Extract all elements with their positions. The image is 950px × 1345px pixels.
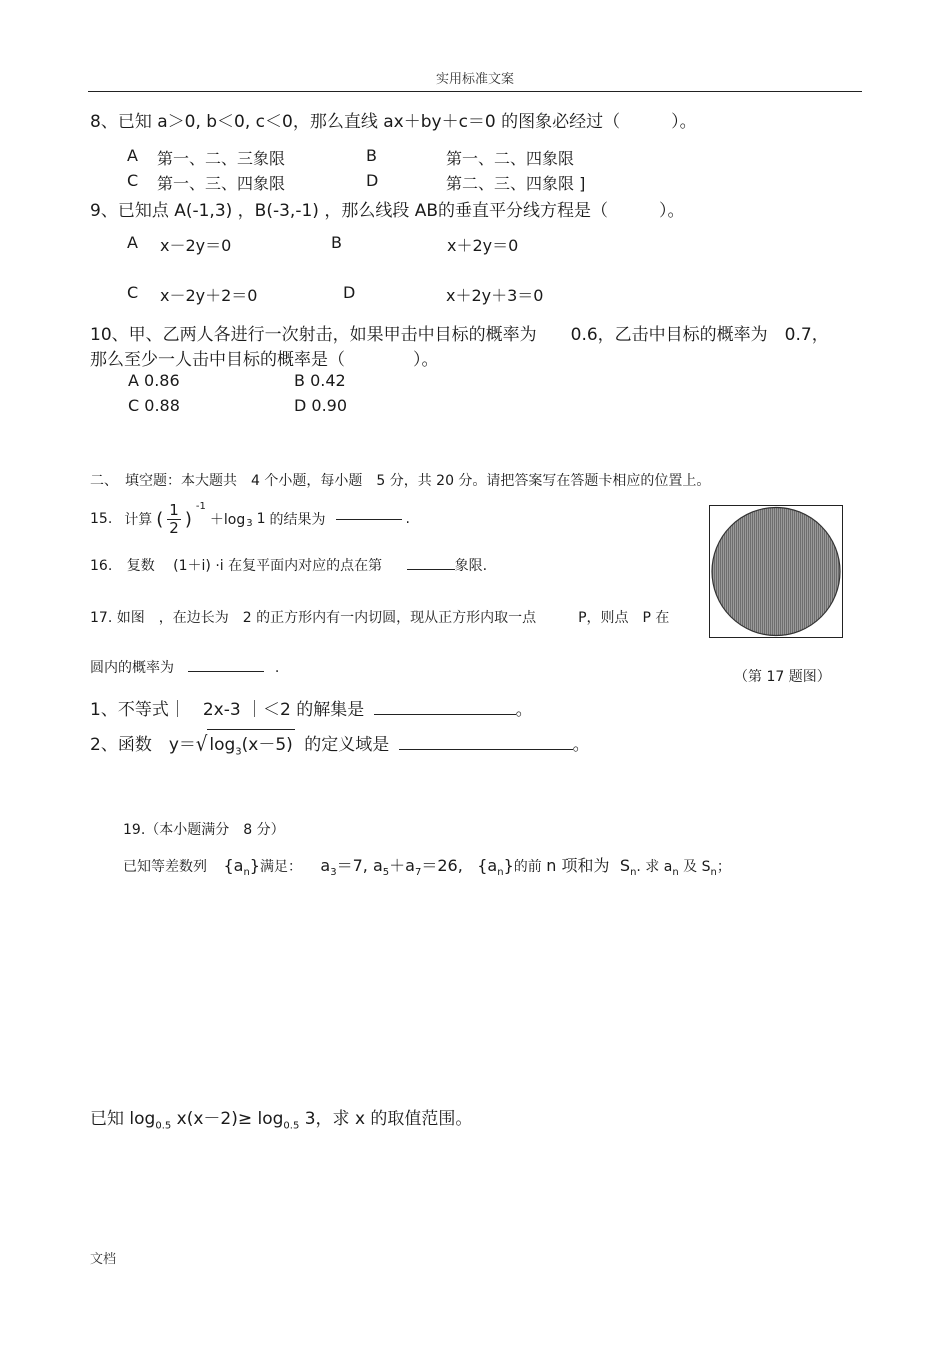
last-base-1: 0.5	[155, 1120, 172, 1132]
q17-line2-text: 圆内的概率为	[90, 660, 174, 676]
q15-close-paren: )	[184, 508, 192, 530]
q15-log-arg: 1	[256, 511, 266, 527]
q15-log: ＋log	[209, 512, 246, 528]
q15	[90, 497, 410, 541]
q15-period: .	[405, 511, 410, 527]
q9-option-a: x－2y＝0	[160, 236, 232, 255]
q19-Sn-sub: n	[630, 866, 637, 878]
q9-stem: 9、已知点 A(-1,3) ，B(-3,-1) ，那么线段 AB的垂直平分线方程是（ ）。	[90, 201, 685, 221]
q19-seq2-sub: n	[497, 866, 504, 878]
q15-exponent: -1	[195, 501, 206, 512]
q19-cond-3: ＝26,	[421, 856, 463, 875]
q15-open-paren: (	[156, 508, 164, 530]
q19-cond-2: ＋a	[389, 856, 415, 875]
q19-sub-7: 7	[414, 866, 422, 878]
last-prefix: 已知 log	[90, 1109, 156, 1129]
q19-seq-close: }	[249, 856, 260, 875]
section-heading: 二、 填空题：本大题共 4 个小题，每小题 5 分，共 20 分。请把答案写在答题卡相应的位置上。	[90, 473, 711, 489]
q19-heading: 19.（本小题满分 8 分）	[123, 822, 285, 838]
q19-seq-open: {a	[223, 856, 244, 875]
q19-cond-a: a	[320, 856, 331, 875]
q9-option-c-label: C	[127, 283, 139, 302]
header-rule	[88, 91, 862, 92]
q17-line1: 17. 如图 ，在边长为 2 的正方形内有一内切圆，现从正方形内取一点 P，则点 P 在	[90, 610, 670, 626]
q16-expression: (1＋i) ·i	[173, 558, 224, 574]
q9-option-b-label: B	[331, 233, 342, 252]
q8-option-c-label: C	[127, 171, 139, 190]
fill-2-log: log	[209, 735, 236, 755]
q15-suffix: 的结果为	[269, 512, 326, 528]
q8-option-a-label: A	[127, 146, 138, 165]
q17-figure-caption: （第 17 题图）	[734, 669, 831, 685]
q10-option-c: C 0.88	[128, 396, 180, 415]
fill-2	[90, 729, 590, 757]
fill-2-suffix: 的定义域是	[304, 735, 390, 755]
q19-an-sub: n	[672, 866, 679, 878]
last-problem	[90, 1104, 472, 1131]
q17-line2	[90, 657, 279, 677]
q9-option-d-label: D	[343, 283, 356, 302]
fill-2-answer-blank	[399, 748, 573, 750]
q19-and: 及 S	[683, 859, 711, 875]
q16-number: 16.	[90, 558, 113, 574]
q17-figure-square	[709, 505, 843, 638]
q19-Sn: S	[619, 856, 631, 875]
q19-cond-label: 满足：	[259, 859, 302, 875]
fill-1-text: 1、不等式｜ 2x-3 ｜＜2 的解集是	[90, 700, 365, 720]
q16	[90, 555, 487, 575]
fill-2-log-base: 3	[235, 746, 242, 758]
q19-sub-3: 3	[330, 866, 337, 878]
q15-fraction	[167, 502, 181, 536]
q16-middle: 在复平面内对应的点在第	[228, 558, 383, 574]
q15-fraction-numerator: 1	[169, 501, 179, 519]
page-footer: 文档	[90, 1252, 117, 1267]
q16-prefix: 复数	[126, 558, 155, 574]
q8-option-b-label: B	[366, 146, 377, 165]
q15-number: 15.	[90, 511, 113, 527]
q8-option-d-label: D	[366, 171, 379, 190]
fill-2-prefix: 2、函数 y＝	[90, 735, 196, 755]
q8-option-c: 第一、三、四象限	[157, 174, 286, 193]
last-base-2: 0.5	[283, 1120, 300, 1132]
q15-fraction-denominator: 2	[169, 518, 179, 537]
q19-Sn2-sub: n	[710, 866, 717, 878]
sqrt-sign: √	[195, 732, 208, 757]
q19-end: ；	[716, 859, 731, 875]
q9-option-b: x＋2y＝0	[447, 236, 519, 255]
q10-option-d: D 0.90	[294, 396, 348, 415]
q9-option-d: x＋2y＋3＝0	[446, 286, 544, 305]
fill-1-answer-blank	[374, 713, 516, 715]
q19-front: 的前	[513, 859, 542, 875]
page-header: 实用标准文案	[435, 72, 514, 87]
q16-answer-blank	[407, 568, 455, 570]
fill-1-end: 。	[515, 700, 533, 720]
q19-body	[123, 853, 731, 878]
q15-answer-blank	[336, 518, 402, 520]
q19-sub-5: 5	[382, 866, 390, 878]
fill-1	[90, 695, 533, 720]
q19-seq2-close: }	[503, 856, 514, 875]
q8-stem: 8、已知 a＞0, b＜0, c＜0，那么直线 ax＋by＋c＝0 的图象必经过（ ）。	[90, 112, 697, 132]
q17-inscribed-circle	[712, 508, 840, 636]
q8-option-d: 第二、三、四象限 ]	[446, 174, 586, 193]
q16-suffix: 象限.	[454, 558, 488, 574]
q19-seq-sub: n	[243, 866, 250, 878]
q9-option-a-label: A	[127, 233, 138, 252]
q19-tail: . 求 a	[636, 859, 673, 875]
q10-option-a: A 0.86	[128, 371, 180, 390]
q8-option-b: 第一、二、四象限	[446, 149, 575, 168]
q15-log-base: 3	[246, 517, 253, 529]
fill-2-log-arg: (x－5)	[241, 735, 293, 755]
q10-option-b: B 0.42	[294, 371, 346, 390]
q9-option-c: x－2y＋2＝0	[160, 286, 258, 305]
q19-cond-1: ＝7, a	[336, 856, 383, 875]
q17-period: .	[274, 660, 280, 676]
q17-answer-blank	[188, 670, 264, 672]
sqrt-radicand	[207, 729, 294, 757]
last-suffix: 3，求 x 的取值范围。	[304, 1109, 473, 1129]
q10-line2: 那么至少一人击中目标的概率是（ ）。	[90, 350, 439, 370]
q19-n-terms: n 项和为	[546, 856, 610, 875]
q19-seq2-open: {a	[477, 856, 498, 875]
q15-prefix: 计算	[124, 512, 153, 528]
last-middle: x(x－2)≥ log	[176, 1109, 284, 1129]
q10-line1: 10、甲、乙两人各进行一次射击，如果甲击中目标的概率为 0.6，乙击中目标的概率为 0.7，	[90, 325, 829, 345]
q17-figure-svg	[710, 506, 842, 637]
q19-prefix: 已知等差数列	[123, 859, 207, 875]
fill-2-end: 。	[572, 735, 590, 755]
q8-option-a: 第一、二、三象限	[157, 149, 286, 168]
